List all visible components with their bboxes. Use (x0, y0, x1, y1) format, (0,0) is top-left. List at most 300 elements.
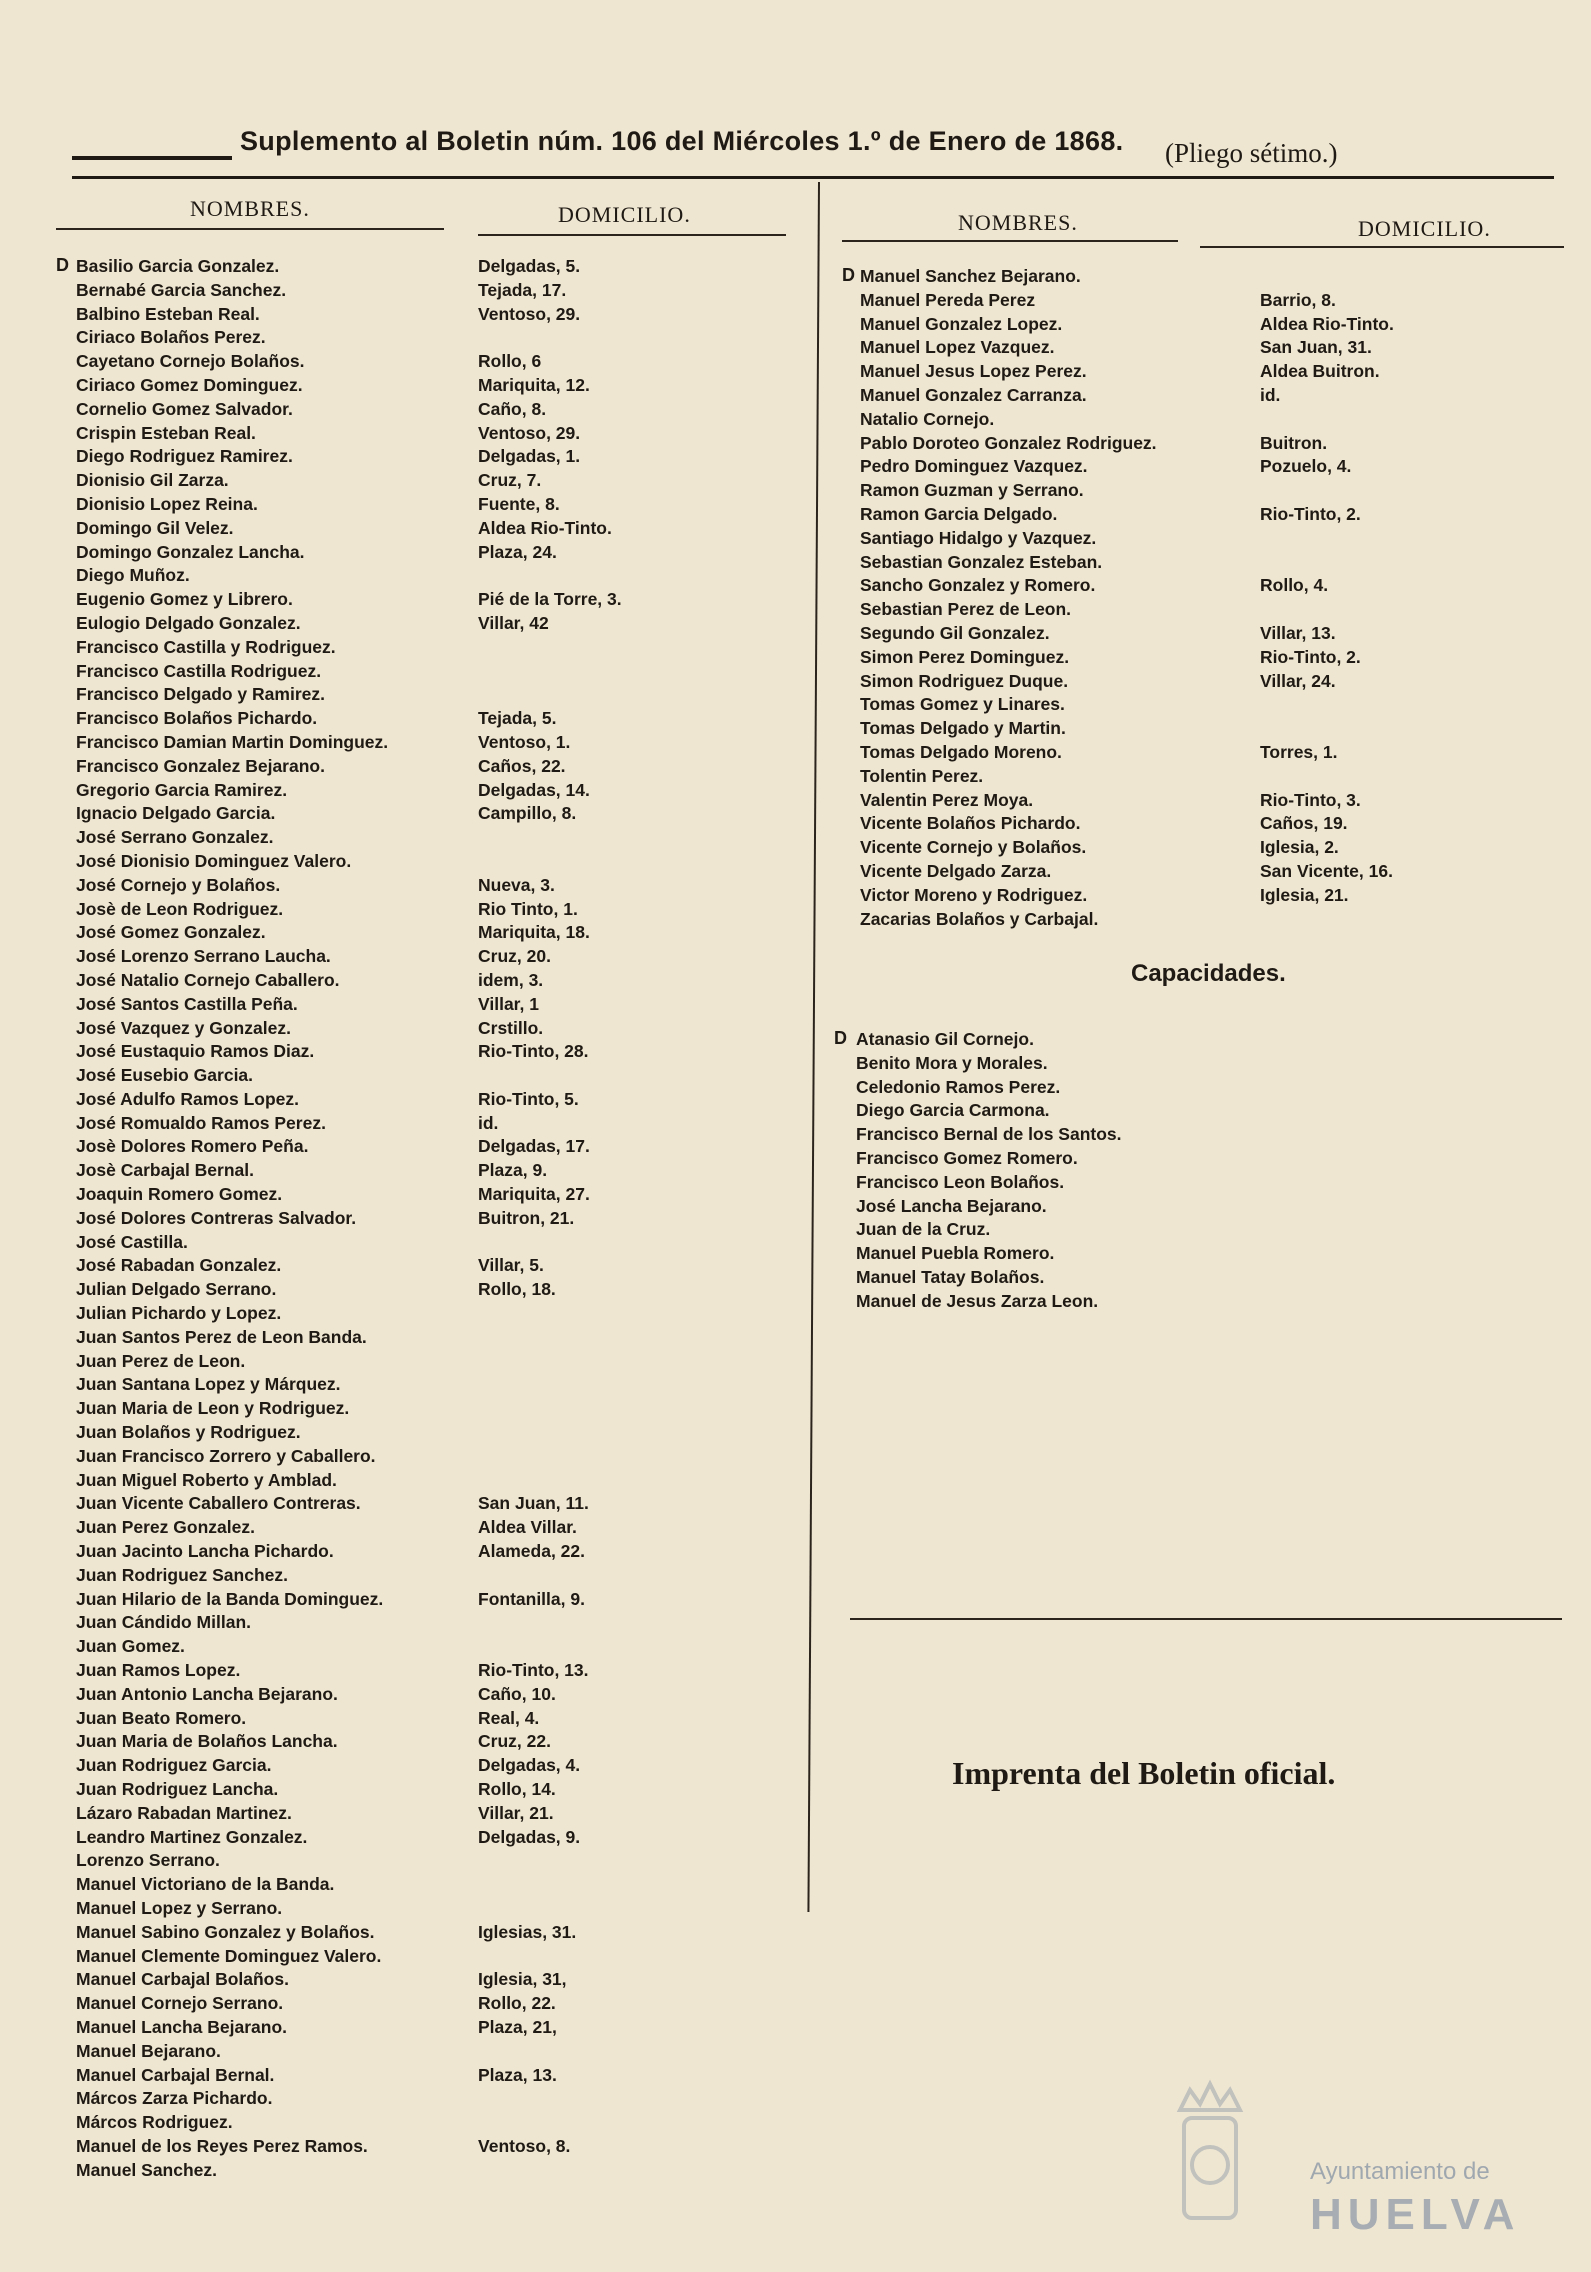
person-name: Manuel Jesus Lopez Perez. (860, 361, 1087, 382)
list-item (76, 1445, 776, 1469)
list-item (860, 384, 1580, 408)
domicilio-value: id. (1260, 384, 1281, 405)
person-name: Vicente Cornejo y Bolaños. (860, 837, 1087, 858)
person-name: Tomas Delgado y Martin. (860, 718, 1066, 739)
domicilio-value: Villar, 1 (478, 993, 539, 1014)
person-name: Manuel de Jesus Zarza Leon. (856, 1290, 1099, 1311)
list-item (856, 1266, 1356, 1290)
person-name: Victor Moreno y Rodriguez. (860, 884, 1088, 905)
list-item (860, 336, 1580, 360)
header-rule-left (72, 156, 232, 160)
domicilio-value: Rio-Tinto, 2. (1260, 503, 1361, 524)
person-name: José Santos Castilla Peña. (76, 993, 298, 1014)
list-item (860, 860, 1580, 884)
person-name: Lázaro Rabadan Martinez. (76, 1802, 292, 1823)
domicilio-value: Rollo, 22. (478, 1993, 556, 2014)
person-name: José Serrano Gonzalez. (76, 827, 274, 848)
person-name: Juan Miguel Roberto y Amblad. (76, 1469, 337, 1490)
list-item (76, 1849, 776, 1873)
domicilio-value: Plaza, 13. (478, 2064, 557, 2085)
person-name: Natalio Cornejo. (860, 408, 995, 429)
list-item (76, 2040, 776, 2064)
person-name: Eulogio Delgado Gonzalez. (76, 612, 301, 633)
list-item (860, 670, 1580, 694)
domicilio-value: Iglesias, 31. (478, 1921, 577, 1942)
domicilio-value: Mariquita, 27. (478, 1184, 590, 1205)
person-name: Tomas Gomez y Linares. (860, 694, 1065, 715)
person-name: Simon Perez Dominguez. (860, 646, 1070, 667)
person-name: Diego Rodriguez Ramirez. (76, 446, 293, 467)
list-item (76, 1921, 776, 1945)
imprenta-text: Imprenta del Boletin oficial. (952, 1755, 1336, 1791)
list-item (860, 503, 1580, 527)
list-item (76, 398, 776, 422)
person-name: José Lorenzo Serrano Laucha. (76, 946, 331, 967)
person-name: Juan Ramos Lopez. (76, 1660, 241, 1681)
domicilio-value: Plaza, 21, (478, 2016, 557, 2037)
list-item (76, 255, 776, 279)
list-item (76, 1397, 776, 1421)
list-item (860, 551, 1580, 575)
domicilio-value: San Juan, 31. (1260, 337, 1372, 358)
list-item (76, 779, 776, 803)
domicilio-value: Crstillo. (478, 1017, 544, 1038)
list-item (76, 1945, 776, 1969)
column-divider (807, 182, 820, 1912)
person-name: Simon Rodriguez Duque. (860, 670, 1069, 691)
list-item (76, 564, 776, 588)
list-item (76, 1540, 776, 1564)
person-name: Juan Antonio Lancha Bejarano. (76, 1683, 338, 1704)
person-name: José Rabadan Gonzalez. (76, 1255, 282, 1276)
list-item (860, 646, 1580, 670)
list-item (76, 1564, 776, 1588)
person-name: Márcos Zarza Pichardo. (76, 2088, 273, 2109)
domicilio-value: id. (478, 1112, 499, 1133)
list-item (860, 598, 1580, 622)
list-item (76, 1112, 776, 1136)
person-name: Zacarias Bolaños y Carbajal. (860, 908, 1099, 929)
domicilio-value: Rio-Tinto, 2. (1260, 646, 1361, 667)
domicilio-value: San Juan, 11. (478, 1493, 589, 1514)
right-nombres-heading: NOMBRES. (958, 210, 1078, 235)
person-name: Joaquin Romero Gomez. (76, 1184, 283, 1205)
list-item (860, 884, 1580, 908)
list-item (76, 1754, 776, 1778)
header-title: Suplemento al Boletin núm. 106 del Miércoles 1.º de Enero de 1868. (240, 126, 1124, 156)
domicilio-value: Ventoso, 8. (478, 2135, 571, 2156)
list-item (860, 717, 1580, 741)
person-name: Juan Francisco Zorrero y Caballero. (76, 1445, 376, 1466)
person-name: Manuel Lancha Bejarano. (76, 2016, 288, 2037)
right-domicilio-rule (1200, 246, 1564, 248)
list-item (76, 2087, 776, 2111)
left-nombres-heading: NOMBRES. (190, 196, 310, 221)
domicilio-value: Ventoso, 1. (478, 731, 571, 752)
domicilio-value: San Vicente, 16. (1260, 860, 1393, 881)
domicilio-value: Villar, 21. (478, 1802, 554, 1823)
person-name: Manuel Clemente Dominguez Valero. (76, 1945, 382, 1966)
domicilio-value: Iglesia, 2. (1260, 837, 1339, 858)
domicilio-value: Torres, 1. (1260, 741, 1338, 762)
person-name: Crispin Esteban Real. (76, 422, 256, 443)
person-name: Basilio Garcia Gonzalez. (76, 256, 280, 276)
list-item (76, 1778, 776, 1802)
person-name: Atanasio Gil Cornejo. (856, 1029, 1034, 1049)
list-item (76, 303, 776, 327)
person-name: Lorenzo Serrano. (76, 1850, 220, 1871)
list-item (860, 622, 1580, 646)
list-item (76, 350, 776, 374)
list-item (76, 1373, 776, 1397)
domicilio-value: Tejada, 17. (478, 279, 567, 300)
person-name: Pablo Doroteo Gonzalez Rodriguez. (860, 432, 1157, 453)
list-item (76, 517, 776, 541)
list-item (860, 289, 1580, 313)
person-name: Manuel Sabino Gonzalez y Bolaños. (76, 1921, 375, 1942)
person-name: José Adulfo Ramos Lopez. (76, 1088, 299, 1109)
person-name: José Castilla. (76, 1231, 188, 1252)
domicilio-value: Iglesia, 21. (1260, 884, 1349, 905)
person-name: Ignacio Delgado Garcia. (76, 803, 276, 824)
person-name: Manuel Lopez Vazquez. (860, 337, 1055, 358)
person-name: Benito Mora y Morales. (856, 1052, 1048, 1073)
list-item (76, 1683, 776, 1707)
person-name: Tolentin Perez. (860, 765, 984, 786)
person-name: Manuel Gonzalez Lopez. (860, 313, 1063, 334)
list-item (860, 408, 1580, 432)
domicilio-value: Aldea Buitron. (1260, 361, 1380, 382)
domicilio-value: Ventoso, 29. (478, 422, 581, 443)
person-name: Julian Delgado Serrano. (76, 1279, 277, 1300)
list-item (76, 921, 776, 945)
list-item (860, 765, 1580, 789)
domicilio-value: Nueva, 3. (478, 874, 555, 895)
list-item (856, 1290, 1356, 1314)
person-name: Ciriaco Gomez Dominguez. (76, 374, 303, 395)
list-item (76, 802, 776, 826)
list-item (860, 574, 1580, 598)
list-item (76, 969, 776, 993)
person-name: Márcos Rodriguez. (76, 2112, 233, 2133)
person-name: Juan Santana Lopez y Márquez. (76, 1374, 341, 1395)
person-name: Juan Hilario de la Banda Dominguez. (76, 1588, 384, 1609)
person-name: Ramon Guzman y Serrano. (860, 480, 1084, 501)
person-name: Sebastian Perez de Leon. (860, 599, 1072, 620)
person-name: Juan Bolaños y Rodriguez. (76, 1422, 301, 1443)
list-item (856, 1218, 1356, 1242)
domicilio-value: Rollo, 6 (478, 351, 542, 372)
domicilio-value: Plaza, 9. (478, 1160, 548, 1181)
person-name: Santiago Hidalgo y Vazquez. (860, 527, 1097, 548)
list-item (76, 1040, 776, 1064)
domicilio-value: Aldea Rio-Tinto. (478, 517, 612, 538)
person-name: Domingo Gil Velez. (76, 517, 234, 538)
person-name: Ciriaco Bolaños Perez. (76, 327, 266, 348)
domicilio-value: Rio-Tinto, 5. (478, 1088, 579, 1109)
list-item (860, 812, 1580, 836)
right-name-list (860, 265, 1580, 931)
domicilio-value: Delgadas, 1. (478, 446, 581, 467)
list-item (76, 1350, 776, 1374)
domicilio-value: Rollo, 4. (1260, 575, 1329, 596)
list-item (76, 422, 776, 446)
person-name: Francisco Castilla Rodriguez. (76, 660, 322, 681)
list-item (76, 1659, 776, 1683)
person-name: Juan Beato Romero. (76, 1707, 247, 1728)
domicilio-value: Rollo, 18. (478, 1279, 556, 1300)
left-domicilio-heading: DOMICILIO. (558, 202, 691, 227)
list-item (76, 1159, 776, 1183)
person-name: José Gomez Gonzalez. (76, 922, 266, 943)
list-item (76, 1707, 776, 1731)
person-name: Manuel Sanchez. (76, 2159, 218, 2180)
list-item (860, 265, 1580, 289)
person-name: Bernabé Garcia Sanchez. (76, 279, 287, 300)
person-name: Celedonio Ramos Perez. (856, 1076, 1061, 1097)
list-item (860, 527, 1580, 551)
person-name: Juan Cándido Millan. (76, 1612, 252, 1633)
list-item (860, 360, 1580, 384)
domicilio-value: Fontanilla, 9. (478, 1588, 585, 1609)
domicilio-value: Tejada, 5. (478, 708, 557, 729)
list-item (856, 1242, 1356, 1266)
domicilio-value: Cruz, 20. (478, 946, 551, 967)
person-name: Josè Carbajal Bernal. (76, 1160, 254, 1181)
list-item (76, 1207, 776, 1231)
list-item (856, 1171, 1356, 1195)
list-item (76, 1897, 776, 1921)
person-name: Manuel Carbajal Bolaños. (76, 1969, 289, 1990)
list-item (76, 1588, 776, 1612)
person-name: Juan Perez Gonzalez. (76, 1517, 255, 1538)
person-name: Manuel Pereda Perez (860, 289, 1036, 310)
person-name: Juan Rodriguez Lancha. (76, 1779, 279, 1799)
list-item (76, 1873, 776, 1897)
domicilio-value: Campillo, 8. (478, 803, 577, 824)
domicilio-value: Rio-Tinto, 13. (478, 1660, 589, 1681)
person-name: José Eustaquio Ramos Diaz. (76, 1041, 315, 1062)
domicilio-value: Villar, 5. (478, 1255, 544, 1276)
list-item (860, 908, 1580, 932)
person-name: Manuel Bejarano. (76, 2040, 221, 2061)
list-item (76, 2111, 776, 2135)
list-item (76, 1278, 776, 1302)
person-name: Juan Rodriguez Sanchez. (76, 1564, 288, 1585)
domicilio-value: Pié de la Torre, 3. (478, 589, 622, 610)
list-item (76, 874, 776, 898)
domicilio-value: Rio-Tinto, 28. (478, 1041, 589, 1062)
left-domicilio-rule (478, 234, 786, 236)
list-item (856, 1147, 1356, 1171)
list-item (76, 2064, 776, 2088)
domicilio-value: Cruz, 7. (478, 470, 542, 491)
person-name: Manuel Puebla Romero. (856, 1243, 1055, 1264)
domicilio-value: Alameda, 22. (478, 1541, 585, 1562)
list-item (856, 1028, 1356, 1052)
footer-rule (850, 1618, 1562, 1620)
domicilio-value: Ventoso, 29. (478, 303, 581, 324)
list-item (76, 374, 776, 398)
domicilio-value: Aldea Rio-Tinto. (1260, 313, 1394, 334)
person-name: José Natalio Cornejo Caballero. (76, 969, 340, 990)
list-item (76, 1992, 776, 2016)
domicilio-value: Barrio, 8. (1260, 289, 1336, 310)
list-item (76, 731, 776, 755)
person-name: Manuel Gonzalez Carranza. (860, 384, 1087, 405)
person-name: Francisco Damian Martin Dominguez. (76, 731, 389, 752)
list-item (76, 1802, 776, 1826)
person-name: José Dolores Contreras Salvador. (76, 1207, 357, 1228)
list-item (860, 313, 1580, 337)
list-item (76, 493, 776, 517)
right-list-prefix: D (842, 265, 855, 285)
domicilio-value: Mariquita, 18. (478, 922, 590, 943)
list-item (856, 1052, 1356, 1076)
person-name: Manuel Cornejo Serrano. (76, 1993, 284, 2014)
domicilio-value: Iglesia, 31, (478, 1969, 567, 1990)
person-name: Sebastian Gonzalez Esteban. (860, 551, 1103, 572)
domicilio-value: Delgadas, 4. (478, 1755, 581, 1776)
domicilio-value: Pozuelo, 4. (1260, 456, 1352, 477)
list-item (860, 741, 1580, 765)
person-name: Manuel Lopez y Serrano. (76, 1897, 283, 1918)
domicilio-value: Mariquita, 12. (478, 374, 590, 395)
list-item (860, 836, 1580, 860)
header-rule (72, 176, 1554, 179)
capacidades-prefix: D (834, 1028, 847, 1048)
list-item (76, 993, 776, 1017)
person-name: Juan Maria de Bolaños Lancha. (76, 1731, 338, 1752)
domicilio-value: Aldea Villar. (478, 1517, 577, 1538)
left-nombres-rule (56, 228, 444, 230)
list-item (76, 1326, 776, 1350)
person-name: Vicente Bolaños Pichardo. (860, 813, 1081, 834)
list-item (76, 636, 776, 660)
domicilio-value: Buitron, 21. (478, 1207, 575, 1228)
domicilio-value: Villar, 42 (478, 612, 549, 633)
person-name: Manuel Tatay Bolaños. (856, 1266, 1045, 1287)
list-item (856, 1076, 1356, 1100)
list-item (76, 683, 776, 707)
list-item (856, 1099, 1356, 1123)
person-name: Josè Dolores Romero Peña. (76, 1136, 309, 1157)
domicilio-value: idem, 3. (478, 969, 544, 990)
list-item (76, 1421, 776, 1445)
person-name: Ramon Garcia Delgado. (860, 503, 1058, 524)
list-item (76, 1611, 776, 1635)
watermark-line1: Ayuntamiento de (1310, 2158, 1490, 2185)
person-name: José Vazquez y Gonzalez. (76, 1017, 291, 1038)
person-name: Diego Muñoz. (76, 565, 190, 586)
list-item (76, 1088, 776, 1112)
person-name: Eugenio Gomez y Librero. (76, 589, 293, 610)
domicilio-value: Buitron. (1260, 432, 1328, 453)
domicilio-value: Delgadas, 5. (478, 256, 581, 276)
list-item (76, 707, 776, 731)
list-item (76, 755, 776, 779)
person-name: Balbino Esteban Real. (76, 303, 260, 324)
list-item (76, 2159, 776, 2183)
person-name: Francisco Bolaños Pichardo. (76, 708, 318, 729)
list-item (860, 432, 1580, 456)
person-name: Julian Pichardo y Lopez. (76, 1303, 282, 1324)
person-name: Leandro Martinez Gonzalez. (76, 1826, 308, 1847)
person-name: José Cornejo y Bolaños. (76, 874, 281, 895)
person-name: Cornelio Gomez Salvador. (76, 398, 293, 419)
domicilio-value: Delgadas, 17. (478, 1136, 590, 1157)
watermark-line2: HUELVA (1310, 2190, 1521, 2239)
list-item (860, 455, 1580, 479)
list-item (860, 789, 1580, 813)
person-name: Manuel de los Reyes Perez Ramos. (76, 2135, 368, 2156)
person-name: Manuel Carbajal Bernal. (76, 2064, 275, 2085)
domicilio-value: Plaza, 24. (478, 541, 557, 562)
list-item (76, 826, 776, 850)
domicilio-value: Fuente, 8. (478, 493, 560, 514)
header-pliego: (Pliego sétimo.) (1165, 138, 1338, 168)
list-item (76, 1469, 776, 1493)
person-name: Pedro Dominguez Vazquez. (860, 456, 1088, 477)
list-item (76, 1064, 776, 1088)
list-item (76, 1254, 776, 1278)
domicilio-value: Villar, 13. (1260, 622, 1336, 643)
capacidades-title: Capacidades. (1131, 960, 1286, 987)
list-item (860, 693, 1580, 717)
person-name: Juan Santos Perez de Leon Banda. (76, 1326, 367, 1347)
list-item (856, 1195, 1356, 1219)
list-item (76, 1635, 776, 1659)
list-item (76, 1968, 776, 1992)
list-item (76, 2016, 776, 2040)
list-item (76, 1017, 776, 1041)
person-name: Valentin Perez Moya. (860, 789, 1034, 810)
person-name: Segundo Gil Gonzalez. (860, 622, 1050, 643)
domicilio-value: Delgadas, 9. (478, 1826, 581, 1847)
list-item (856, 1123, 1356, 1147)
person-name: José Romualdo Ramos Perez. (76, 1112, 326, 1133)
domicilio-value: Caños, 19. (1260, 813, 1348, 834)
person-name: Juan Jacinto Lancha Pichardo. (76, 1541, 334, 1562)
person-name: Dionisio Lopez Reina. (76, 493, 258, 514)
person-name: Manuel Sanchez Bejarano. (860, 266, 1081, 286)
list-item (76, 469, 776, 493)
domicilio-value: Villar, 24. (1260, 670, 1336, 691)
domicilio-value: Rio Tinto, 1. (478, 898, 578, 919)
list-item (76, 1183, 776, 1207)
right-nombres-rule (842, 240, 1178, 242)
list-item (76, 588, 776, 612)
list-item (76, 326, 776, 350)
list-item (76, 945, 776, 969)
list-item (76, 1302, 776, 1326)
list-item (76, 898, 776, 922)
list-item (76, 2135, 776, 2159)
list-item (860, 479, 1580, 503)
person-name: Juan Vicente Caballero Contreras. (76, 1493, 361, 1514)
capacidades-list (856, 1028, 1356, 1314)
person-name: Francisco Castilla y Rodriguez. (76, 636, 336, 657)
list-item (76, 850, 776, 874)
person-name: Juan Maria de Leon y Rodriguez. (76, 1398, 350, 1419)
person-name: José Dionisio Dominguez Valero. (76, 850, 352, 871)
domicilio-value: Rio-Tinto, 3. (1260, 789, 1361, 810)
domicilio-value: Caño, 8. (478, 398, 547, 419)
list-item (76, 1231, 776, 1255)
domicilio-value: Caño, 10. (478, 1683, 556, 1704)
list-item (76, 1730, 776, 1754)
domicilio-value: Delgadas, 14. (478, 779, 590, 800)
